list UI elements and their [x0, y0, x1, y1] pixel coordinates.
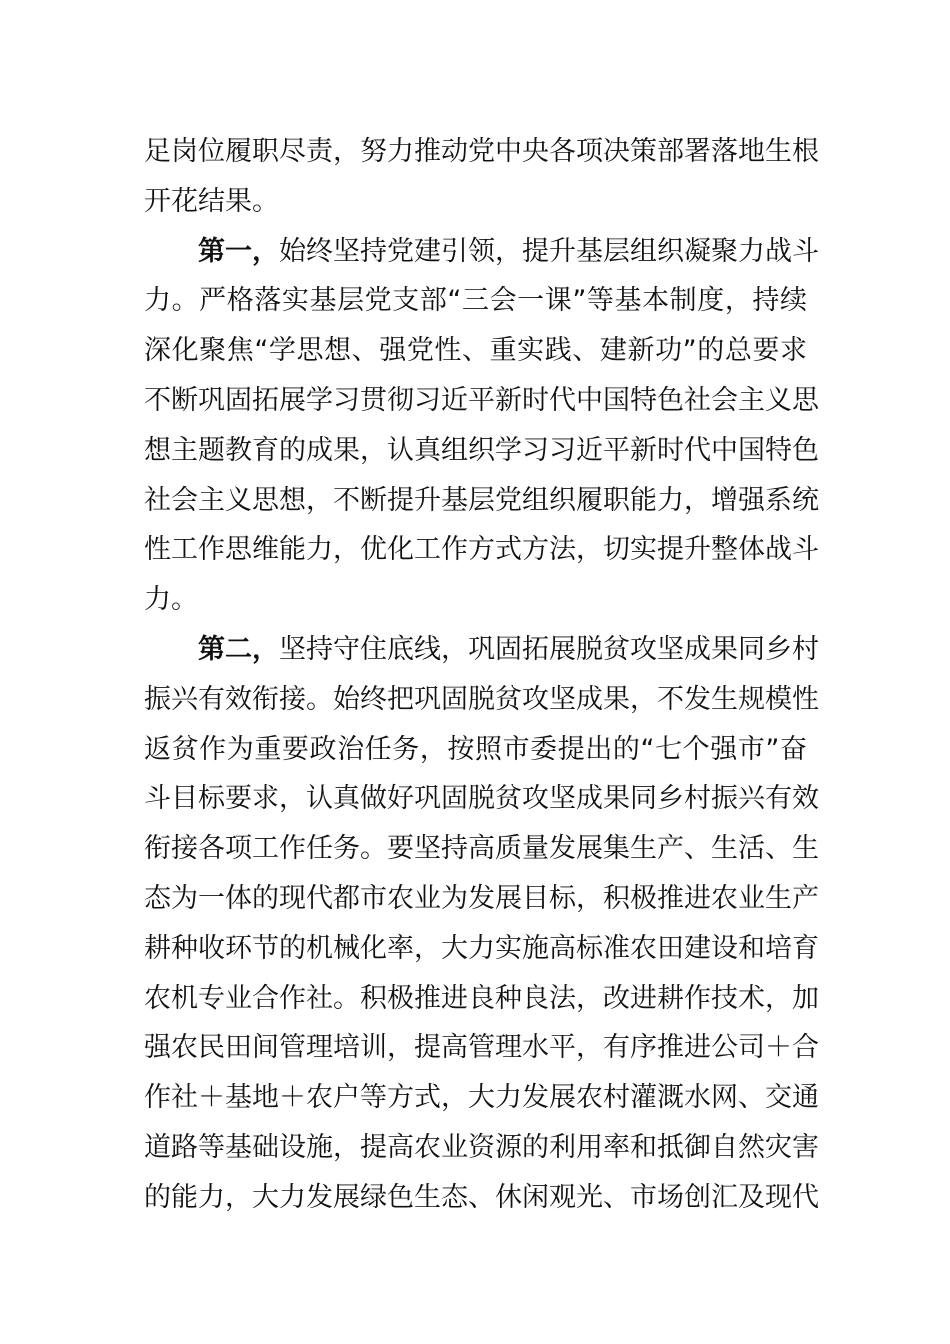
- paragraph-line: [144, 227, 819, 277]
- paragraph-line: 衔接各项工作任务。要坚持高质量发展集生产、生活、生: [144, 833, 819, 865]
- document-body: [144, 127, 819, 1223]
- paragraph-lead: 第二，: [198, 633, 279, 665]
- paragraph-line: 态为一体的现代都市农业为发展目标，积极推进农业生产: [144, 882, 819, 914]
- paragraph-line: 想主题教育的成果，认真组织学习习近平新时代中国特色: [144, 434, 819, 466]
- paragraph-line: 不断巩固拓展学习贯彻习近平新时代中国特色社会主义思: [144, 384, 819, 416]
- paragraph-line: 社会主义思想，不断提升基层党组织履职能力，增强系统: [144, 484, 819, 516]
- paragraph-line: 斗目标要求，认真做好巩固脱贫攻坚成果同乡村振兴有效: [144, 783, 819, 815]
- paragraph-line: 作社＋基地＋农户等方式，大力发展农村灌溉水网、交通: [144, 1082, 819, 1114]
- paragraph-line: 农机专业合作社。积极推进良种良法，改进耕作技术，加: [144, 982, 819, 1014]
- paragraph-text: 坚持守住底线，巩固拓展脱贫攻坚成果同乡村: [279, 633, 819, 665]
- paragraph-line: 道路等基础设施，提高农业资源的利用率和抵御自然灾害: [144, 1131, 819, 1163]
- paragraph-line: 开花结果。: [144, 185, 279, 217]
- paragraph-line: 耕种收环节的机械化率，大力实施高标准农田建设和培育: [144, 932, 819, 964]
- paragraph-line: 的能力，大力发展绿色生态、休闲观光、市场创汇及现代: [144, 1181, 819, 1213]
- paragraph-line: [144, 625, 819, 675]
- paragraph-line: 力。严格落实基层党支部“三会一课”等基本制度，持续: [144, 285, 807, 317]
- paragraph-lead: 第一，: [198, 235, 279, 267]
- paragraph-text: 始终坚持党建引领，提升基层组织凝聚力战斗: [279, 235, 819, 267]
- paragraph-line: 力。: [144, 584, 198, 616]
- paragraph-line: 足岗位履职尽责，努力推动党中央各项决策部署落地生根: [144, 136, 819, 167]
- paragraph-line: 振兴有效衔接。始终把巩固脱贫攻坚成果，不发生规模性: [144, 683, 819, 715]
- paragraph-line: 返贫作为重要政治任务，按照市委提出的“七个强市”奋: [144, 733, 807, 765]
- paragraph-line: 性工作思维能力，优化工作方式方法，切实提升整体战斗: [144, 534, 819, 566]
- paragraph-line: 强农民田间管理培训，提高管理水平，有序推进公司＋合: [144, 1032, 819, 1064]
- paragraph-line: 深化聚焦“学思想、强党性、重实践、建新功”的总要求: [144, 335, 807, 367]
